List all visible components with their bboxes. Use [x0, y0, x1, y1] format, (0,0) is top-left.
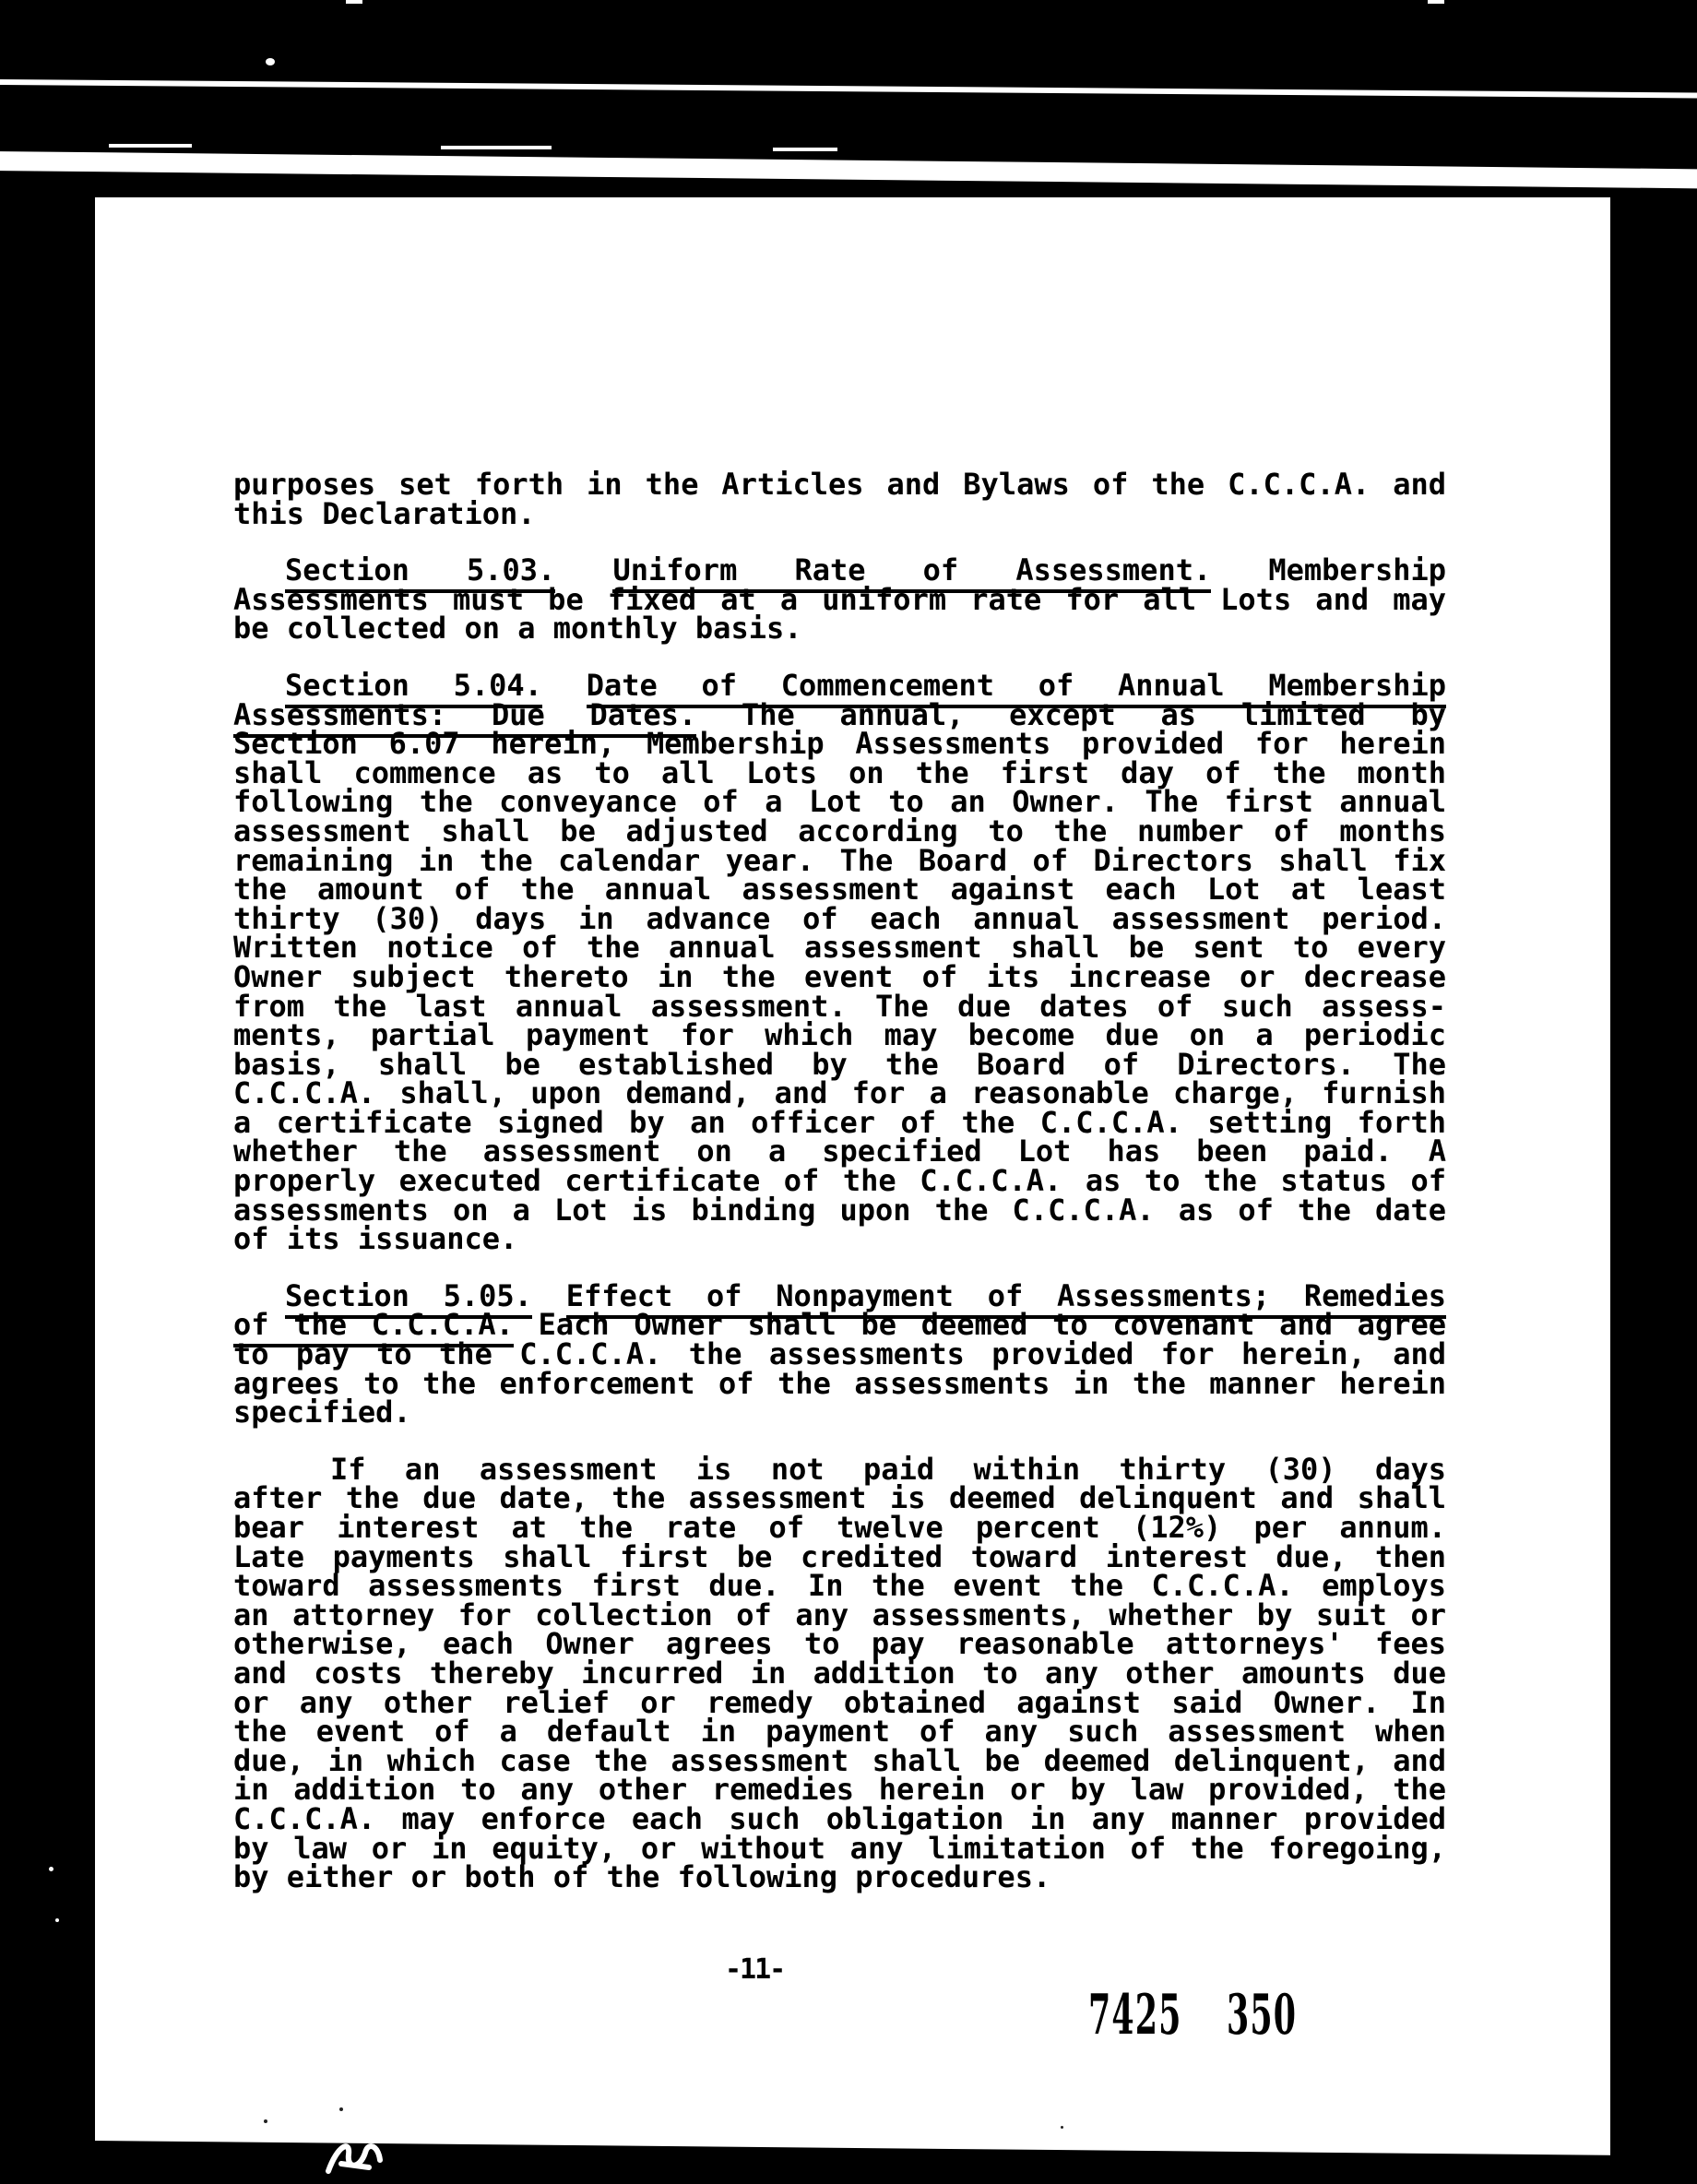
- text-segment: in addition to any other remedies herein or by law provided, the: [233, 1772, 1446, 1808]
- text-segment: assessments on a Lot is binding upon the C.C.C.A. as of the date: [233, 1192, 1446, 1228]
- text-segment: by either or both of the following procedures.: [233, 1859, 1051, 1895]
- text-segment: following the conveyance of a Lot to an Owner. The first annual: [233, 784, 1446, 820]
- paragraph: [233, 1277, 1447, 1430]
- recorder-stamp: [1088, 1983, 1298, 2048]
- text-segment: to pay to the C.C.C.A. the assessments provided for herein, and: [233, 1336, 1446, 1372]
- text-segment: this Declaration.: [233, 495, 536, 531]
- text-segment: If an assessment is not paid within thirty (30) days: [330, 1451, 1446, 1487]
- text-line: [233, 495, 1446, 531]
- text-segment: the amount of the annual assessment against each Lot at least: [233, 872, 1446, 908]
- text-segment: basis, shall be established by the Board of Directors. The: [233, 1046, 1446, 1082]
- text-segment: thirty (30) days in advance of each annual assessment period.: [233, 900, 1446, 936]
- scan-speck: [49, 1867, 53, 1871]
- text-segment: Section 6.07 herein, Membership Assessments provided for herein: [233, 726, 1446, 762]
- text-segment: a certificate signed by an officer of the C.C.C.A. setting forth: [233, 1104, 1446, 1140]
- underlined-text: Section 5.04.: [285, 668, 542, 708]
- text-line: [233, 1221, 1446, 1257]
- scan-speck: [1428, 0, 1444, 4]
- text-segment: whether the assessment on a specified Lot has been paid. A: [233, 1134, 1446, 1169]
- text-segment: Written notice of the annual assessment shall be sent to every: [233, 930, 1446, 966]
- text-segment: Each Owner shall be deemed to covenant and agree: [513, 1307, 1447, 1343]
- stamp-page-number: 350: [1227, 1983, 1298, 2048]
- text-segment: Assessments must be fixed at a uniform rate for all Lots and may: [233, 581, 1446, 617]
- text-segment: Membership: [1211, 552, 1447, 588]
- text-segment: Owner subject thereto in the event of its increase or decrease: [233, 958, 1446, 994]
- text-segment: Late payments shall first be credited toward interest due, then: [233, 1538, 1446, 1574]
- underlined-text: Section 5.03.: [285, 552, 555, 593]
- text-segment: purposes set forth in the Articles and Bylaws of the C.C.C.A. and: [233, 467, 1446, 502]
- text-segment: or any other relief or remedy obtained against said Owner. In: [233, 1684, 1446, 1720]
- underlined-text: Section 5.05.: [285, 1278, 532, 1319]
- text-segment: properly executed certificate of the C.C.C.A. as to the status of: [233, 1163, 1446, 1199]
- text-segment: The annual, except as limited by: [696, 696, 1446, 732]
- page-number: -11-: [725, 1953, 785, 1986]
- text-line: [233, 1859, 1446, 1895]
- text-segment: of its issuance.: [233, 1221, 518, 1257]
- text-segment: an attorney for collection of any assessments, whether by suit or: [233, 1596, 1446, 1632]
- text-segment: shall commence as to all Lots on the first day of the month: [233, 754, 1446, 790]
- text-segment: after the due date, the assessment is deemed delinquent and shall: [233, 1480, 1446, 1516]
- ink-speck: [264, 2119, 267, 2123]
- text-segment: due, in which case the assessment shall be deemed delinquent, and: [233, 1742, 1446, 1778]
- text-segment: by law or in equity, or without any limitation of the foregoing,: [233, 1830, 1446, 1866]
- underlined-text: Effect of Nonpayment of Assessments; Remedies: [566, 1278, 1446, 1319]
- text-line: [233, 1395, 1446, 1430]
- stamp-book-number: 7425: [1088, 1983, 1182, 2048]
- text-segment: agrees to the enforcement of the assessments in the manner herein: [233, 1365, 1446, 1401]
- text-line: [233, 1365, 1446, 1401]
- paragraph: [233, 552, 1447, 647]
- text-segment: ments, partial payment for which may become due on a periodic: [233, 1017, 1446, 1053]
- ink-speck: [339, 2107, 343, 2111]
- scan-speck: [773, 148, 837, 151]
- text-segment: toward assessments first due. In the event the C.C.C.A. employs: [233, 1568, 1446, 1604]
- text-line: [233, 611, 1446, 647]
- underlined-text: Date of Commencement of Annual Membership: [587, 668, 1446, 708]
- scan-speck: [109, 144, 192, 148]
- text-segment: be collected on a monthly basis.: [233, 611, 802, 647]
- underlined-text: of the C.C.C.A.: [233, 1307, 514, 1347]
- paragraph: [233, 467, 1446, 531]
- underlined-text: Assessments: Due Dates.: [233, 697, 696, 738]
- text-segment: remaining in the calendar year. The Board of Directors shall fix: [233, 842, 1446, 878]
- scan-artifact-strip: [0, 151, 1697, 188]
- text-segment: C.C.C.A. may enforce each such obligation in any manner provided: [233, 1800, 1446, 1836]
- text-segment: and costs thereby incurred in addition to any other amounts due: [233, 1655, 1446, 1691]
- scan-speck: [441, 146, 552, 149]
- text-segment: bear interest at the rate of twelve percent (12%) per annum.: [233, 1510, 1446, 1545]
- scan-speck: [266, 58, 275, 65]
- scan-speck: [346, 0, 362, 4]
- text-segment: from the last annual assessment. The due dates of such assess-: [233, 988, 1446, 1024]
- ink-speck: [1061, 2126, 1063, 2129]
- text-segment: otherwise, each Owner agrees to pay reasonable attorneys' fees: [233, 1626, 1446, 1662]
- paragraph: [233, 1451, 1446, 1895]
- scan-artifact-line: [0, 79, 1697, 99]
- text-segment: specified.: [233, 1395, 411, 1430]
- paragraph: [233, 667, 1446, 1257]
- scan-speck: [55, 1918, 59, 1922]
- handwritten-scribble: [325, 2132, 398, 2184]
- text-segment: the event of a default in payment of any such assessment when: [233, 1714, 1446, 1750]
- underlined-text: Uniform Rate of Assessment.: [612, 552, 1211, 593]
- document-text: [233, 467, 1447, 1895]
- text-segment: C.C.C.A. shall, upon demand, and for a reasonable charge, furnish: [233, 1075, 1446, 1111]
- text-segment: assessment shall be adjusted according to the number of months: [233, 813, 1446, 849]
